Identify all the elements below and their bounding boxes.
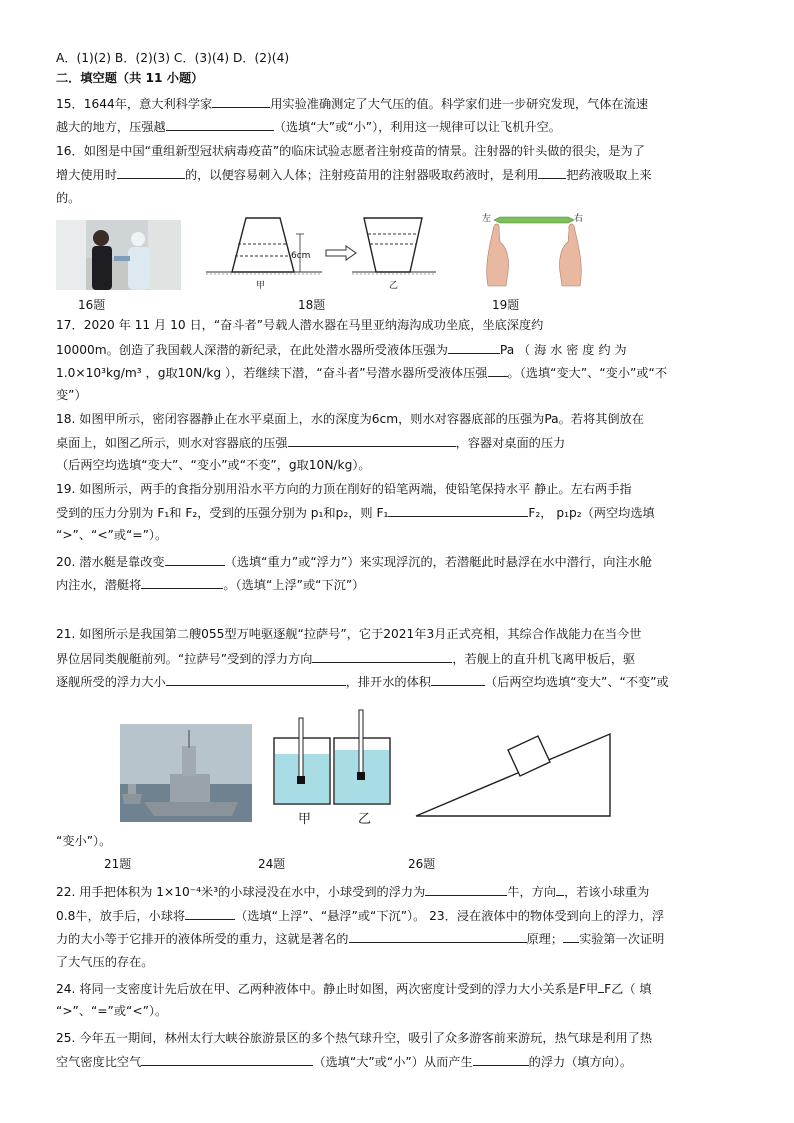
q18-line2 — [56, 434, 565, 451]
caption-26: 26题 — [408, 857, 436, 871]
q16-text-c: 的，以便容易刺入人体；注射疫苗用的注射器吸取药液时，是利用 — [184, 168, 539, 182]
q15-line1 — [56, 95, 648, 112]
q15-line2 — [56, 118, 561, 135]
fig24-hydrometers — [272, 708, 394, 828]
q21-text-b: 界位居同类舰艇前列。“拉萨号”受到的浮力方向 — [56, 652, 313, 666]
q15-text-d: （选填“大”或“小”），利用这一规律可以让飞机升空。 — [273, 120, 561, 134]
section-title: 二．填空题（共 11 小题） — [56, 71, 204, 85]
q20-line1 — [56, 553, 652, 570]
q18-line1: 18. 如图甲所示，密闭容器静止在水平桌面上，水的深度为6cm，则水对容器底部的压强为Pa。若将其倒放在 — [56, 412, 644, 426]
destroyer-photo — [120, 724, 252, 822]
q17-blank-1[interactable] — [448, 341, 500, 354]
q24-line1 — [56, 980, 652, 997]
fig19-label-left: 左 — [482, 214, 492, 224]
q23-line1 — [56, 930, 664, 947]
q21-blank-3[interactable] — [431, 673, 485, 686]
q22-text-b: 牛，方向 — [507, 885, 557, 899]
q25-line1: 25. 今年五一期间，林州太行大峡谷旅游景区的多个热气球升空，吸引了众多游客前来游玩，热气球是利用了热 — [56, 1031, 653, 1045]
fig18-label-yi: 乙 — [389, 281, 399, 291]
q14-options: A．(1)(2) B．(2)(3) C．(3)(4) D．(2)(4) — [56, 51, 290, 65]
q16-blank-1[interactable] — [117, 166, 185, 179]
q25-blank-1[interactable] — [141, 1053, 313, 1066]
q22-text-a: 22. 用手把体积为 1×10⁻⁴米³的小球浸没在水中，小球受到的浮力为 — [56, 885, 426, 899]
q16-line1: 16．如图是中国“重组新型冠状病毒疫苗”的临床试验志愿者注射疫苗的情景。注射器的针头做的很尖，是为了 — [56, 144, 645, 158]
q19-text-c: F₂， p₁p₂（两空均选填 — [528, 506, 655, 520]
q21-text-e: ，排开水的体积 — [345, 675, 431, 689]
q24-line2: “>”、“=”或“<”）。 — [56, 1004, 168, 1018]
q17-line1: 17．2020 年 11 月 10 日，“奋斗者”号载人潜水器在马里亚纳海沟成功坐底，坐底深度约 — [56, 318, 544, 332]
q19-text-b: 受到的压力分别为 F₁和 F₂，受到的压强分别为 p₁和p₂，则 F₁ — [56, 506, 389, 520]
q23-text-b: 原理； — [526, 932, 564, 946]
q22-blank-1[interactable] — [425, 883, 507, 896]
q22-line1 — [56, 883, 649, 900]
q16-text-b: 增大使用时 — [56, 168, 117, 182]
q22-line2 — [56, 907, 664, 924]
q17-line4: 变”） — [56, 388, 87, 402]
fig24-label-yi: 乙 — [358, 812, 372, 827]
q21-blank-1[interactable] — [312, 650, 452, 663]
q22-text-c: ，若该小球重为 — [564, 885, 650, 899]
q15-text-a: 15．1644年，意大利科学家 — [56, 97, 213, 111]
q25-text-d: 的浮力（填方向）。 — [528, 1055, 633, 1069]
q24-text-b: F乙（ 填 — [604, 982, 652, 996]
fig18-label-jia: 甲 — [256, 281, 266, 291]
q21-text-f: （后两空均选填“变大”、“不变”或 — [485, 675, 669, 689]
q15-blank-2[interactable] — [166, 118, 274, 131]
caption-18: 18题 — [298, 298, 326, 312]
q19-line3: “>”、“<”或“=”）。 — [56, 528, 168, 542]
caption-24: 24题 — [258, 857, 286, 871]
caption-16: 16题 — [78, 298, 106, 312]
q16-text-d: 把药液吸取上来 — [566, 168, 652, 182]
q22-blank-2[interactable] — [556, 883, 564, 896]
q21-blank-2[interactable] — [166, 673, 346, 686]
q18-blank-1[interactable] — [288, 434, 456, 447]
q20-text-c: 内注水，潜艇将 — [56, 578, 142, 592]
fig18-containers — [204, 212, 438, 294]
q21-line1: 21. 如图所示是我国第二艘055型万吨驱逐舰“拉萨号”，它于2021年3月正式亮相，其综合作战能力在当今世 — [56, 627, 642, 641]
q20-text-d: 。（选填“上浮”或“下沉”） — [223, 578, 365, 592]
q17-line2 — [56, 341, 627, 358]
q21-line2 — [56, 650, 635, 667]
q15-text-b: 用实验准确测定了大气压的值。科学家们进一步研究发现，气体在流速 — [270, 97, 649, 111]
q23-blank-1[interactable] — [349, 930, 527, 943]
q20-text-b: （选填“重力”或“浮力”）来实现浮沉的，若潜艇此时悬浮在水中潜行，向注水舱 — [224, 555, 653, 569]
q23-text-a: 力的大小等于它排开的液体所受的重力，这就是著名的 — [56, 932, 349, 946]
q17-text-e: 。（选填“变大”、“变小”或“不 — [507, 366, 668, 380]
q21-text-c: ，若舰上的直升机飞离甲板后，驱 — [452, 652, 636, 666]
fig26-inclined-plane — [410, 728, 616, 820]
q20-line2 — [56, 576, 364, 593]
fig19-label-right: 右 — [574, 214, 584, 224]
q21-line4: “变小”）。 — [56, 834, 112, 848]
q24-text-a: 24. 将同一支密度计先后放在甲、乙两种液体中。静止时如图，两次密度计受到的浮力大小关系是F甲 — [56, 982, 599, 996]
q17-text-d: 1.0×10³kg/m³ ，g取10N/kg ），若继续下潜，“奋斗者”号潜水器所受液体压强 — [56, 366, 488, 380]
q23-line2: 了大气压的存在。 — [56, 955, 154, 969]
q16-line3: 的。 — [56, 191, 81, 205]
q17-line3 — [56, 364, 667, 381]
q17-text-c: Pa （ 海 水 密 度 约 为 — [499, 343, 627, 357]
q15-text-c: 越大的地方，压强越 — [56, 120, 166, 134]
q20-blank-2[interactable] — [141, 576, 223, 589]
q23-blank-2[interactable] — [563, 930, 579, 943]
fig24-label-jia: 甲 — [298, 812, 312, 827]
q20-text-a: 20. 潜水艇是靠改变 — [56, 555, 165, 569]
q18-text-b: 桌面上，如图乙所示，则水对容器底的压强 — [56, 436, 288, 450]
q25-blank-2[interactable] — [473, 1053, 529, 1066]
q18-text-c: ，容器对桌面的压力 — [455, 436, 566, 450]
q19-blank-1[interactable] — [388, 504, 528, 517]
caption-19: 19题 — [492, 298, 520, 312]
q22-text-d: 0.8牛，放手后，小球将 — [56, 909, 186, 923]
q25-line2 — [56, 1053, 632, 1070]
q21-text-d: 逐舰所受的浮力大小 — [56, 675, 166, 689]
q17-text-b: 10000m。创造了我国载人深潜的新纪录，在此处潜水器所受液体压强为 — [56, 343, 448, 357]
q19-line2 — [56, 504, 655, 521]
q23-text-c: 实验第一次证明 — [579, 932, 665, 946]
q25-text-b: 空气密度比空气 — [56, 1055, 142, 1069]
q20-blank-1[interactable] — [165, 553, 225, 566]
fig19-pencil-hands — [478, 210, 590, 292]
fig18-depth-label: 6cm — [291, 251, 311, 261]
q18-line3: （后两空均选填“变大”、“变小”或“不变”，g取10N/kg）。 — [56, 458, 371, 472]
q15-blank-1[interactable] — [212, 95, 270, 108]
q16-blank-2[interactable] — [538, 166, 566, 179]
caption-21: 21题 — [104, 857, 132, 871]
q22-text-e: （选填“上浮”、“悬浮”或“下沉”）。 23．浸在液体中的物体受到向上的浮力，浮 — [235, 909, 665, 923]
vaccination-photo — [56, 220, 181, 290]
q16-line2 — [56, 166, 652, 183]
q19-line1: 19. 如图所示，两手的食指分别用沿水平方向的力顶在削好的铅笔两端，使铅笔保持水平 静止。左右两手指 — [56, 482, 632, 496]
q25-text-c: （选填“大”或“小”）从而产生 — [313, 1055, 473, 1069]
q22-blank-3[interactable] — [185, 907, 235, 920]
q17-blank-2[interactable] — [488, 364, 508, 377]
q21-line3 — [56, 673, 669, 690]
